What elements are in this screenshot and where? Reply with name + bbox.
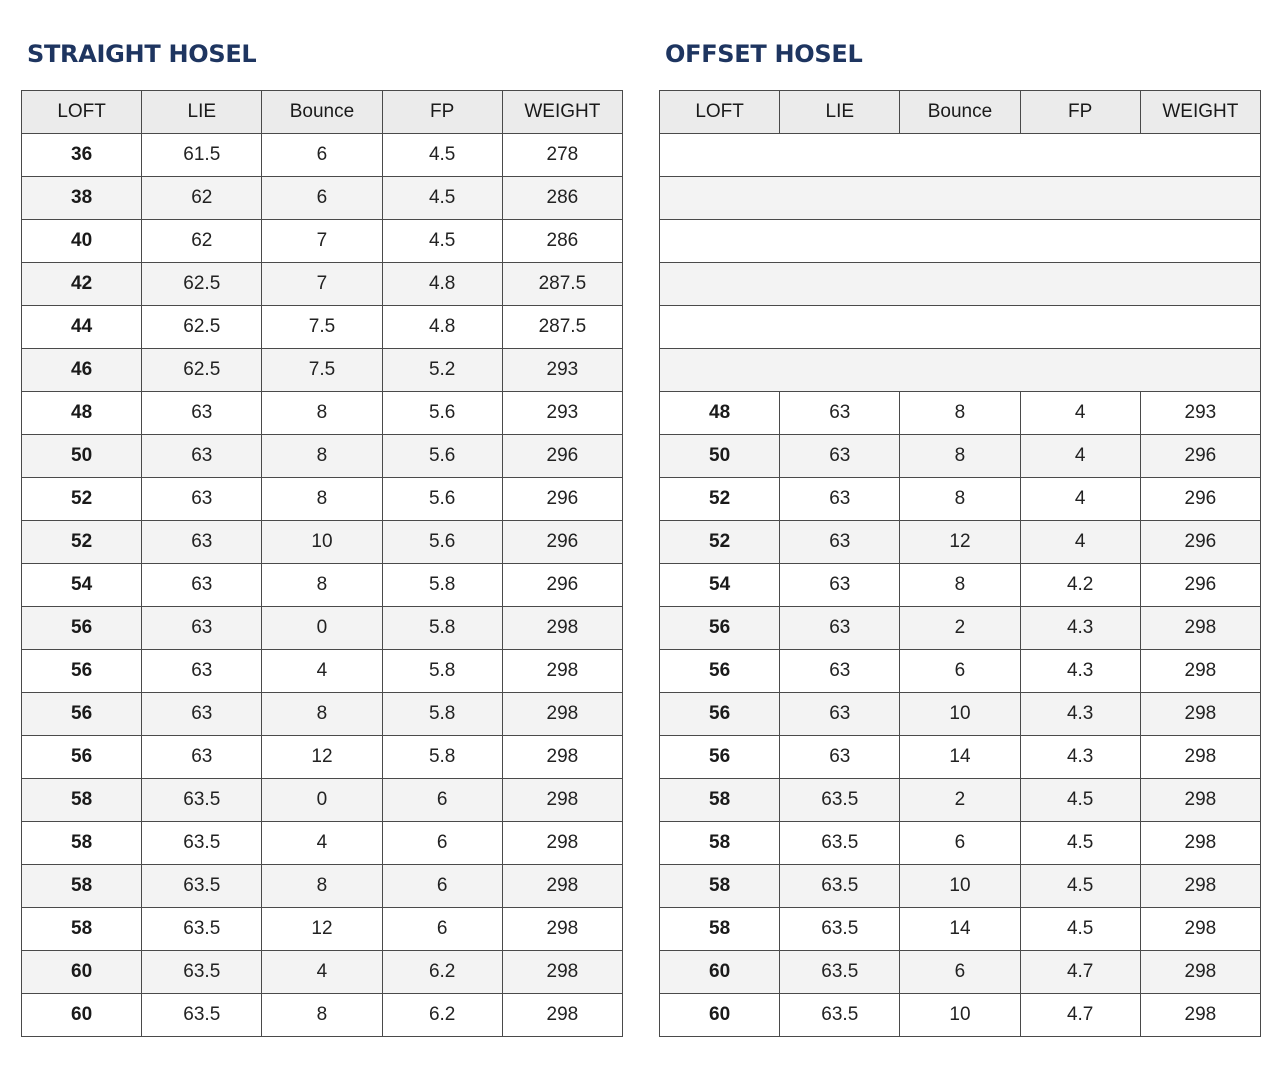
lie-cell: 63	[780, 564, 900, 607]
bounce-cell: 7	[262, 220, 382, 263]
bounce-cell: 0	[262, 607, 382, 650]
fp-cell: 5.2	[382, 349, 502, 392]
weight-cell: 298	[502, 865, 622, 908]
lie-cell: 63	[780, 392, 900, 435]
lie-cell: 61.5	[142, 134, 262, 177]
weight-cell: 286	[502, 220, 622, 263]
lie-cell: 63.5	[142, 779, 262, 822]
fp-cell: 5.8	[382, 693, 502, 736]
lie-cell: 63	[780, 521, 900, 564]
loft-cell: 48	[660, 392, 780, 435]
fp-cell: 4	[1020, 435, 1140, 478]
weight-cell: 296	[1140, 435, 1260, 478]
table-row	[22, 994, 623, 1037]
lie-cell: 63	[142, 564, 262, 607]
header-fp: FP	[1020, 91, 1140, 134]
loft-cell: 52	[22, 521, 142, 564]
bounce-cell: 4	[262, 650, 382, 693]
bounce-cell: 6	[262, 177, 382, 220]
weight-cell: 298	[1140, 908, 1260, 951]
empty-table-row	[660, 306, 1261, 349]
bounce-cell: 2	[900, 607, 1020, 650]
fp-cell: 4.5	[382, 220, 502, 263]
loft-cell: 48	[22, 392, 142, 435]
loft-cell: 54	[22, 564, 142, 607]
bounce-cell: 10	[900, 693, 1020, 736]
fp-cell: 4.5	[382, 134, 502, 177]
loft-cell: 58	[22, 779, 142, 822]
weight-cell: 298	[502, 779, 622, 822]
bounce-cell: 8	[262, 392, 382, 435]
offset-hosel-title: OFFSET HOSEL	[665, 40, 863, 68]
lie-cell: 63	[780, 693, 900, 736]
empty-table-row	[660, 134, 1261, 177]
fp-cell: 5.6	[382, 392, 502, 435]
table-row	[22, 607, 623, 650]
header-bounce: Bounce	[900, 91, 1020, 134]
fp-cell: 6	[382, 908, 502, 951]
fp-cell: 4.3	[1020, 607, 1140, 650]
fp-cell: 6	[382, 822, 502, 865]
straight-hosel-table	[21, 90, 623, 1037]
bounce-cell: 8	[900, 435, 1020, 478]
fp-cell: 4.5	[1020, 865, 1140, 908]
lie-cell: 63.5	[780, 865, 900, 908]
empty-cell	[660, 177, 1261, 220]
loft-cell: 52	[660, 521, 780, 564]
loft-cell: 60	[660, 994, 780, 1037]
loft-cell: 50	[660, 435, 780, 478]
lie-cell: 63	[142, 435, 262, 478]
fp-cell: 5.6	[382, 435, 502, 478]
empty-table-row	[660, 177, 1261, 220]
fp-cell: 6	[382, 779, 502, 822]
weight-cell: 293	[1140, 392, 1260, 435]
lie-cell: 63	[780, 736, 900, 779]
table-row	[660, 392, 1261, 435]
loft-cell: 58	[660, 822, 780, 865]
table-row	[660, 951, 1261, 994]
weight-cell: 298	[1140, 736, 1260, 779]
bounce-cell: 7.5	[262, 349, 382, 392]
loft-cell: 38	[22, 177, 142, 220]
bounce-cell: 4	[262, 822, 382, 865]
table-row	[660, 822, 1261, 865]
table-row	[660, 607, 1261, 650]
loft-cell: 52	[660, 478, 780, 521]
straight-hosel-rows	[22, 134, 623, 1037]
table-row	[22, 478, 623, 521]
loft-cell: 42	[22, 263, 142, 306]
fp-cell: 4.8	[382, 306, 502, 349]
loft-cell: 56	[22, 650, 142, 693]
table-row	[22, 392, 623, 435]
bounce-cell: 8	[900, 564, 1020, 607]
weight-cell: 298	[1140, 607, 1260, 650]
bounce-cell: 12	[262, 908, 382, 951]
empty-cell	[660, 220, 1261, 263]
weight-cell: 298	[1140, 994, 1260, 1037]
fp-cell: 4.5	[1020, 908, 1140, 951]
lie-cell: 63.5	[780, 822, 900, 865]
weight-cell: 298	[1140, 650, 1260, 693]
table-header-row	[660, 91, 1261, 134]
fp-cell: 4.8	[382, 263, 502, 306]
lie-cell: 63.5	[780, 779, 900, 822]
bounce-cell: 12	[262, 736, 382, 779]
bounce-cell: 12	[900, 521, 1020, 564]
lie-cell: 63	[780, 650, 900, 693]
bounce-cell: 6	[900, 650, 1020, 693]
table-row	[22, 650, 623, 693]
header-fp: FP	[382, 91, 502, 134]
lie-cell: 63.5	[142, 994, 262, 1037]
weight-cell: 287.5	[502, 263, 622, 306]
loft-cell: 56	[22, 693, 142, 736]
bounce-cell: 6	[900, 822, 1020, 865]
weight-cell: 296	[502, 564, 622, 607]
lie-cell: 62.5	[142, 349, 262, 392]
weight-cell: 298	[502, 822, 622, 865]
weight-cell: 296	[502, 478, 622, 521]
table-row	[660, 693, 1261, 736]
bounce-cell: 7	[262, 263, 382, 306]
bounce-cell: 14	[900, 908, 1020, 951]
fp-cell: 6.2	[382, 994, 502, 1037]
loft-cell: 60	[22, 994, 142, 1037]
fp-cell: 4	[1020, 478, 1140, 521]
fp-cell: 4	[1020, 521, 1140, 564]
loft-cell: 58	[22, 822, 142, 865]
empty-cell	[660, 306, 1261, 349]
table-row	[660, 435, 1261, 478]
lie-cell: 63	[780, 478, 900, 521]
offset-hosel-rows	[660, 134, 1261, 1037]
weight-cell: 278	[502, 134, 622, 177]
table-row	[22, 736, 623, 779]
fp-cell: 4.3	[1020, 736, 1140, 779]
fp-cell: 4.5	[382, 177, 502, 220]
table-row	[22, 564, 623, 607]
table-row	[22, 693, 623, 736]
weight-cell: 298	[1140, 865, 1260, 908]
lie-cell: 63	[780, 435, 900, 478]
header-bounce: Bounce	[262, 91, 382, 134]
bounce-cell: 10	[900, 865, 1020, 908]
weight-cell: 298	[502, 736, 622, 779]
bounce-cell: 14	[900, 736, 1020, 779]
lie-cell: 62.5	[142, 263, 262, 306]
empty-table-row	[660, 263, 1261, 306]
loft-cell: 56	[660, 693, 780, 736]
weight-cell: 296	[1140, 521, 1260, 564]
weight-cell: 296	[502, 435, 622, 478]
header-lie: LIE	[142, 91, 262, 134]
empty-cell	[660, 134, 1261, 177]
table-row	[22, 779, 623, 822]
bounce-cell: 8	[262, 865, 382, 908]
fp-cell: 4.5	[1020, 822, 1140, 865]
lie-cell: 63	[142, 521, 262, 564]
loft-cell: 56	[22, 736, 142, 779]
loft-cell: 40	[22, 220, 142, 263]
loft-cell: 56	[660, 607, 780, 650]
fp-cell: 4.7	[1020, 951, 1140, 994]
table-row	[660, 650, 1261, 693]
table-row	[22, 134, 623, 177]
fp-cell: 5.8	[382, 564, 502, 607]
table-row	[22, 177, 623, 220]
weight-cell: 296	[1140, 478, 1260, 521]
bounce-cell: 6	[900, 951, 1020, 994]
loft-cell: 56	[660, 736, 780, 779]
bounce-cell: 8	[900, 392, 1020, 435]
fp-cell: 5.6	[382, 478, 502, 521]
table-row	[660, 564, 1261, 607]
bounce-cell: 8	[262, 693, 382, 736]
table-row	[660, 478, 1261, 521]
lie-cell: 63	[142, 607, 262, 650]
lie-cell: 62.5	[142, 306, 262, 349]
bounce-cell: 8	[262, 564, 382, 607]
loft-cell: 52	[22, 478, 142, 521]
offset-hosel-table	[659, 90, 1261, 1037]
fp-cell: 4.3	[1020, 650, 1140, 693]
bounce-cell: 8	[262, 478, 382, 521]
loft-cell: 50	[22, 435, 142, 478]
table-row	[660, 521, 1261, 564]
fp-cell: 4.7	[1020, 994, 1140, 1037]
weight-cell: 296	[502, 521, 622, 564]
weight-cell: 298	[502, 994, 622, 1037]
loft-cell: 58	[22, 865, 142, 908]
loft-cell: 58	[22, 908, 142, 951]
header-loft: LOFT	[22, 91, 142, 134]
table-header-row	[22, 91, 623, 134]
fp-cell: 5.6	[382, 521, 502, 564]
fp-cell: 6.2	[382, 951, 502, 994]
table-row	[22, 349, 623, 392]
weight-cell: 298	[502, 908, 622, 951]
lie-cell: 63.5	[142, 951, 262, 994]
weight-cell: 287.5	[502, 306, 622, 349]
bounce-cell: 10	[262, 521, 382, 564]
table-row	[22, 521, 623, 564]
empty-table-row	[660, 349, 1261, 392]
loft-cell: 60	[660, 951, 780, 994]
weight-cell: 298	[502, 951, 622, 994]
weight-cell: 298	[1140, 779, 1260, 822]
weight-cell: 298	[1140, 951, 1260, 994]
table-row	[22, 951, 623, 994]
lie-cell: 63	[142, 392, 262, 435]
header-loft: LOFT	[660, 91, 780, 134]
lie-cell: 63.5	[142, 865, 262, 908]
lie-cell: 63.5	[142, 908, 262, 951]
lie-cell: 63.5	[142, 822, 262, 865]
table-row	[660, 865, 1261, 908]
weight-cell: 293	[502, 349, 622, 392]
bounce-cell: 7.5	[262, 306, 382, 349]
fp-cell: 4	[1020, 392, 1140, 435]
weight-cell: 298	[1140, 822, 1260, 865]
lie-cell: 62	[142, 177, 262, 220]
weight-cell: 298	[1140, 693, 1260, 736]
header-weight: WEIGHT	[1140, 91, 1260, 134]
loft-cell: 58	[660, 908, 780, 951]
bounce-cell: 0	[262, 779, 382, 822]
empty-cell	[660, 263, 1261, 306]
bounce-cell: 4	[262, 951, 382, 994]
weight-cell: 298	[502, 693, 622, 736]
loft-cell: 56	[22, 607, 142, 650]
weight-cell: 286	[502, 177, 622, 220]
lie-cell: 63.5	[780, 994, 900, 1037]
fp-cell: 5.8	[382, 650, 502, 693]
weight-cell: 296	[1140, 564, 1260, 607]
straight-hosel-title: STRAIGHT HOSEL	[27, 40, 257, 68]
lie-cell: 62	[142, 220, 262, 263]
table-row	[22, 220, 623, 263]
bounce-cell: 8	[262, 994, 382, 1037]
fp-cell: 4.2	[1020, 564, 1140, 607]
table-row	[22, 822, 623, 865]
bounce-cell: 10	[900, 994, 1020, 1037]
header-lie: LIE	[780, 91, 900, 134]
lie-cell: 63	[142, 478, 262, 521]
table-row	[660, 994, 1261, 1037]
lie-cell: 63	[142, 693, 262, 736]
loft-cell: 56	[660, 650, 780, 693]
header-weight: WEIGHT	[502, 91, 622, 134]
bounce-cell: 6	[262, 134, 382, 177]
bounce-cell: 8	[262, 435, 382, 478]
loft-cell: 58	[660, 865, 780, 908]
bounce-cell: 8	[900, 478, 1020, 521]
loft-cell: 54	[660, 564, 780, 607]
weight-cell: 293	[502, 392, 622, 435]
empty-cell	[660, 349, 1261, 392]
table-row	[22, 908, 623, 951]
weight-cell: 298	[502, 650, 622, 693]
table-row	[22, 306, 623, 349]
fp-cell: 6	[382, 865, 502, 908]
loft-cell: 46	[22, 349, 142, 392]
fp-cell: 5.8	[382, 607, 502, 650]
bounce-cell: 2	[900, 779, 1020, 822]
table-row	[22, 435, 623, 478]
table-row	[22, 865, 623, 908]
empty-table-row	[660, 220, 1261, 263]
fp-cell: 5.8	[382, 736, 502, 779]
lie-cell: 63.5	[780, 951, 900, 994]
fp-cell: 4.3	[1020, 693, 1140, 736]
table-row	[660, 908, 1261, 951]
lie-cell: 63.5	[780, 908, 900, 951]
lie-cell: 63	[780, 607, 900, 650]
lie-cell: 63	[142, 736, 262, 779]
table-row	[660, 736, 1261, 779]
table-row	[660, 779, 1261, 822]
fp-cell: 4.5	[1020, 779, 1140, 822]
weight-cell: 298	[502, 607, 622, 650]
loft-cell: 58	[660, 779, 780, 822]
table-row	[22, 263, 623, 306]
loft-cell: 36	[22, 134, 142, 177]
lie-cell: 63	[142, 650, 262, 693]
loft-cell: 60	[22, 951, 142, 994]
loft-cell: 44	[22, 306, 142, 349]
